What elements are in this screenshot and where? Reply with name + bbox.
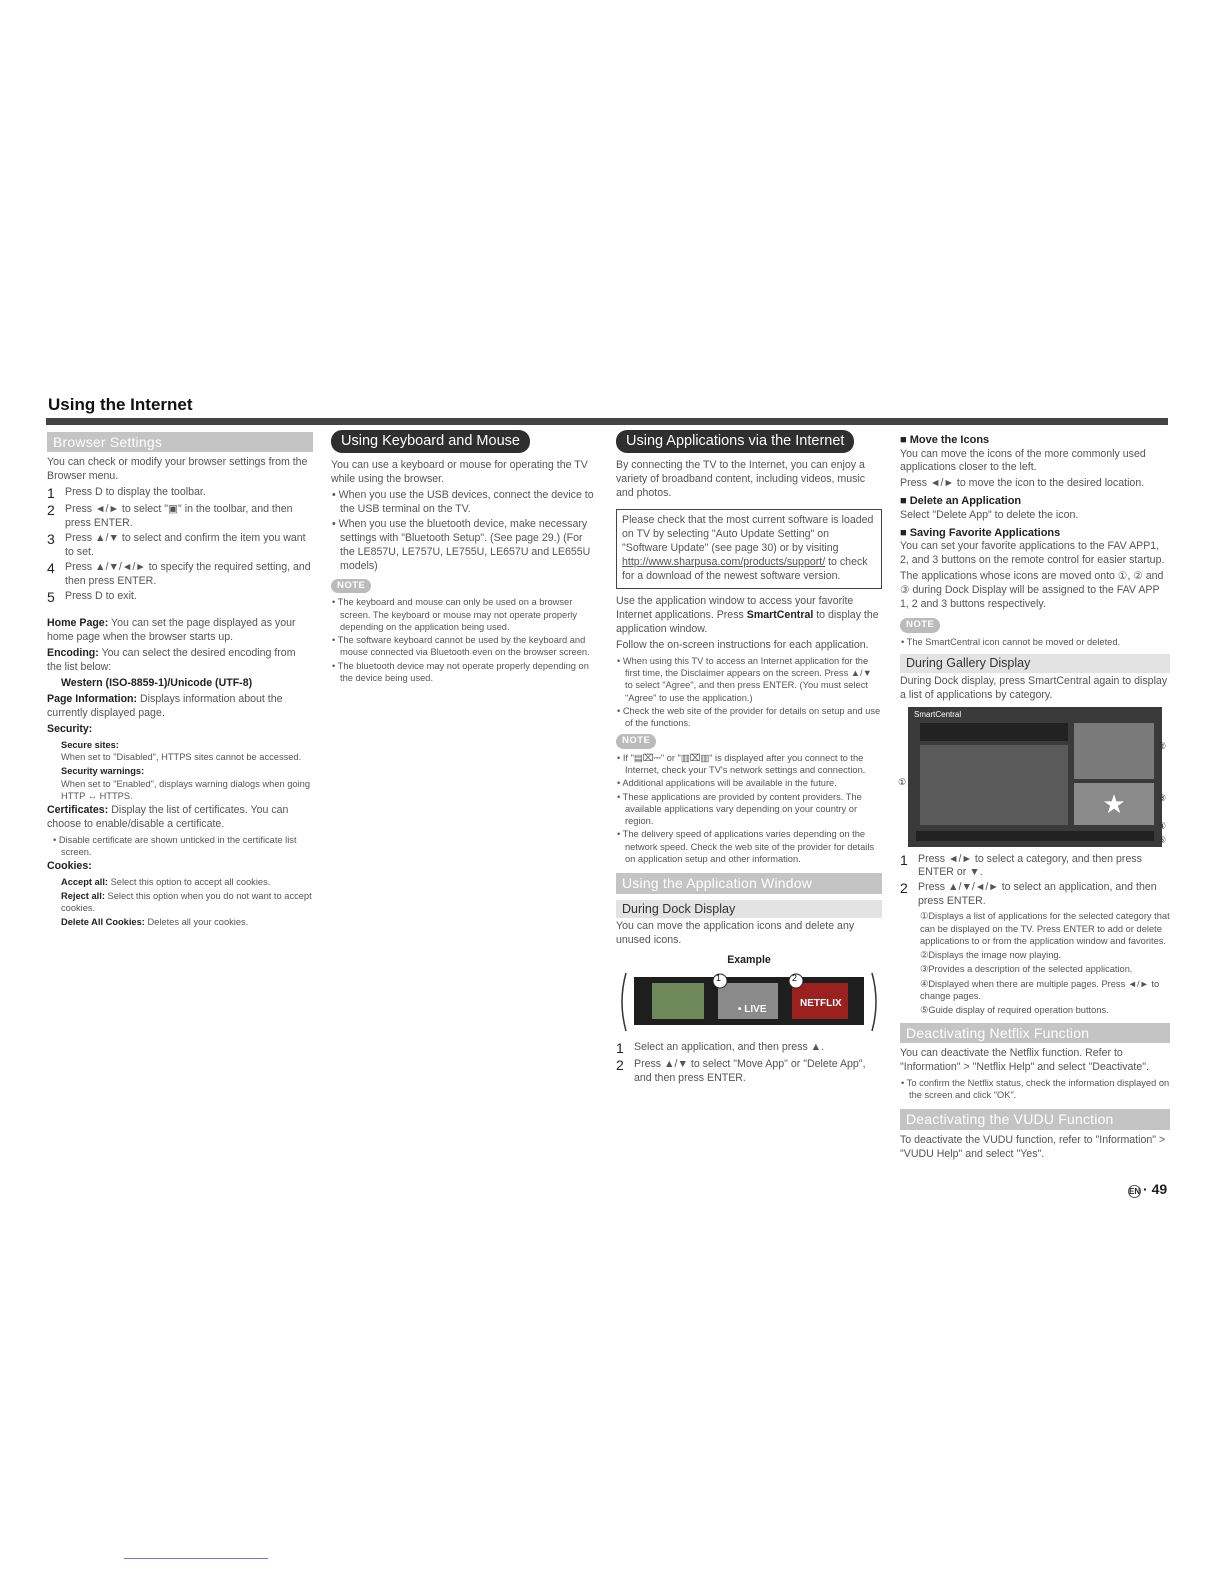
browser-steps bbox=[47, 486, 313, 605]
gallery-sub-item: ①Displays a list of applications for the selected category that can be displayed on the TV. Press ENTER to add or delete applications to or from the application window and favorites. bbox=[920, 911, 1170, 946]
star-icon: ★ bbox=[1074, 783, 1154, 825]
keyboard-mouse-heading: Using Keyboard and Mouse bbox=[331, 430, 530, 453]
note-item: • Additional applications will be available in the future. bbox=[617, 778, 837, 789]
note-item: • If "▤⌧⎓" or "▥⌧▥" is displayed after you connect to the Internet, check your TV's network settings and connection. bbox=[617, 752, 866, 776]
follow-instructions: Follow the on-screen instructions for each application. bbox=[616, 638, 869, 651]
dock-example-image bbox=[620, 971, 878, 1033]
secure-sites-entry: Secure sites: When set to "Disabled", HTTPS sites cannot be accessed. bbox=[61, 739, 302, 763]
delete-cookies-entry: Delete All Cookies: Deletes all your cookies. bbox=[61, 917, 249, 928]
title-rule bbox=[46, 418, 1168, 425]
page-number-footer: EN · 49 bbox=[1129, 1181, 1168, 1197]
column-manage bbox=[900, 430, 1170, 1164]
certificates-bullet: • Disable certificate are shown unticked in the certificate list screen. bbox=[53, 835, 297, 858]
callout-1: 1 bbox=[716, 973, 722, 984]
gallery-screen-image bbox=[898, 707, 1167, 847]
vudu-text: To deactivate the VUDU function, refer to "Information" > "VUDU Help" and select "Yes". bbox=[900, 1133, 1166, 1160]
example-label: Example bbox=[727, 954, 771, 967]
netflix-text: You can deactivate the Netflix function. Refer to "Information" > "Netflix Help" and select "Deactivate". bbox=[900, 1046, 1149, 1073]
reject-all-entry: Reject all: Select this option when you do not want to accept cookies. bbox=[61, 890, 312, 914]
step-item: 2 Press ▲/▼ to select "Move App" or "Delete App", and then press ENTER. bbox=[616, 1056, 866, 1084]
en-mark: EN bbox=[1129, 1187, 1141, 1196]
dock-tile-image bbox=[652, 983, 704, 1019]
note-item: • The delivery speed of applications varies depending on the network speed. Check the web site of the provider for details on application setup and other information. bbox=[617, 829, 875, 864]
favorites-text: The applications whose icons are moved onto ①, ② and ③ during Dock Display will be assigned to the FAV APP 1, 2 and 3 buttons respectively. bbox=[900, 570, 1164, 611]
callout-1: ① bbox=[898, 776, 907, 787]
dock-steps bbox=[616, 1041, 882, 1085]
software-notice-box: Please check that the most current software is loaded on TV by selecting "Auto Update Setting" on "Software Update" (see page 30) or by visiting http://www.sharpusa.com/products/support/ to check for a download of the newest software version. bbox=[616, 509, 882, 589]
column-applications bbox=[616, 430, 882, 1086]
note-item: • The software keyboard cannot be used by the keyboard and mouse connected via Bluetooth even on the browser screen. bbox=[332, 635, 590, 658]
app-grid bbox=[920, 745, 1068, 825]
step-item: 1 Press D to display the toolbar. bbox=[47, 485, 206, 502]
callout-3: ③ bbox=[1158, 792, 1167, 803]
app-window-heading: Using the Application Window bbox=[616, 873, 882, 893]
note-badge: NOTE bbox=[331, 579, 371, 594]
page-title: Using the Internet bbox=[48, 395, 193, 414]
keyboard-bullet: • When you use the USB devices, connect the device to the USB terminal on the TV. bbox=[332, 489, 594, 516]
callout-5: ⑤ bbox=[1158, 834, 1167, 845]
page-number: 49 bbox=[1151, 1181, 1168, 1197]
netflix-heading: Deactivating Netflix Function bbox=[900, 1023, 1170, 1043]
keyboard-bullet: • When you use the bluetooth device, make necessary settings with "Bluetooth Setup". (See page 29.) (For the LE857U, LE757U, LE755U, LE657U and LE655U models) bbox=[332, 518, 591, 572]
page-info-entry: Page Information: Displays information about the currently displayed page. bbox=[47, 692, 283, 719]
step-item: 4 Press ▲/▼/◄/► to specify the required setting, and then press ENTER. bbox=[47, 559, 311, 587]
cookies-entry: Cookies: bbox=[47, 859, 92, 872]
note-item: • These applications are provided by content providers. The available applications vary depending on your country or region. bbox=[617, 791, 862, 827]
step-item: 5 Press D to exit. bbox=[47, 588, 137, 605]
security-warnings-entry: Security warnings: When set to "Enabled", displays warning dialogs when going HTTP ↔ HTTPS. bbox=[61, 766, 310, 801]
netflix-label: NETFLIX bbox=[800, 998, 842, 1010]
gallery-text: During Dock display, press SmartCentral again to display a list of applications by category. bbox=[900, 674, 1168, 701]
security-entry: Security: bbox=[47, 722, 93, 735]
callout-4: ④ bbox=[1158, 820, 1167, 831]
gallery-sub-item: ②Displays the image now playing. bbox=[920, 950, 1062, 961]
note-item: • The keyboard and mouse can only be used on a browser screen. The keyboard or mouse may not operate properly depending on the application being used. bbox=[332, 597, 578, 632]
column-keyboard-mouse bbox=[331, 430, 597, 685]
step-item: 1 Select an application, and then press ▲. bbox=[616, 1040, 825, 1057]
gallery-sub-item: ③Provides a description of the selected application. bbox=[920, 964, 1133, 975]
move-text: Press ◄/► to move the icon to the desired location. bbox=[900, 477, 1145, 490]
column-browser-settings bbox=[47, 430, 313, 931]
screen-title: SmartCentral bbox=[914, 709, 962, 719]
browser-settings-heading: Browser Settings bbox=[47, 432, 313, 452]
encoding-value: Western (ISO-8859-1)/Unicode (UTF-8) bbox=[61, 676, 253, 689]
gallery-sub-item: ⑤Guide display of required operation buttons. bbox=[920, 1005, 1109, 1016]
gallery-steps bbox=[900, 853, 1170, 910]
app-bullet: • Check the web site of the provider for details on setup and use of the functions. bbox=[617, 705, 881, 729]
now-playing-image bbox=[1074, 723, 1154, 779]
vudu-heading: Deactivating the VUDU Function bbox=[900, 1109, 1170, 1129]
guide-bar bbox=[916, 831, 1154, 841]
encoding-entry: Encoding: You can select the desired encoding from the list below: bbox=[47, 646, 296, 673]
step-item: 2 Press ▲/▼/◄/► to select an application, and then press ENTER. bbox=[900, 880, 1157, 908]
note-item: • The bluetooth device may not operate properly depending on the device being used. bbox=[332, 660, 589, 683]
footer-link-line bbox=[124, 1558, 268, 1559]
favorites-text: You can set your favorite applications to the FAV APP1, 2, and 3 buttons on the remote control for easier startup. bbox=[900, 540, 1165, 567]
callout-2: 2 bbox=[792, 973, 798, 984]
move-text: You can move the icons of the more commonly used applications closer to the left. bbox=[900, 447, 1146, 474]
step-item: 1 Press ◄/► to select a category, and then press ENTER or ▼. bbox=[900, 851, 1142, 879]
applications-intro: By connecting the TV to the Internet, you can enjoy a variety of broadband content, including videos, music and photos. bbox=[616, 459, 866, 500]
category-bar bbox=[920, 723, 1068, 741]
step-item: 2 Press ◄/► to select "▣" in the toolbar, and then press ENTER. bbox=[47, 501, 293, 529]
delete-text: Select "Delete App" to delete the icon. bbox=[900, 508, 1079, 521]
dock-text: You can move the application icons and delete any unused icons. bbox=[616, 920, 855, 947]
live-label: • LIVE bbox=[738, 1004, 767, 1016]
gallery-display-heading: During Gallery Display bbox=[900, 654, 1170, 673]
delete-app-heading: ■ Delete an Application bbox=[900, 495, 1022, 508]
note-item: • The SmartCentral icon cannot be moved or deleted. bbox=[901, 636, 1121, 647]
move-icons-heading: ■ Move the Icons bbox=[900, 434, 990, 446]
keyboard-intro: You can use a keyboard or mouse for operating the TV while using the browser. bbox=[331, 459, 588, 486]
callout-2: ② bbox=[1158, 740, 1167, 751]
gallery-sub-item: ④Displayed when there are multiple pages. Press ◄/► to change pages. bbox=[920, 978, 1160, 1001]
note-badge: NOTE bbox=[900, 618, 940, 633]
accept-all-entry: Accept all: Select this option to accept all cookies. bbox=[61, 876, 271, 887]
app-bullet: • When using this TV to access an Internet application for the first time, the Disclaimer appears on the screen. Press ▲/▼ to select "Agree", and then press ENTER. (You must select "Agree" to use the application.) bbox=[617, 655, 872, 703]
browser-intro: You can check or modify your browser settings from the Browser menu. bbox=[47, 456, 308, 483]
netflix-bullet: • To confirm the Netflix status, check the information displayed on the screen and click "OK". bbox=[901, 1077, 1170, 1101]
applications-heading: Using Applications via the Internet bbox=[616, 430, 854, 453]
saving-favorites-heading: ■ Saving Favorite Applications bbox=[900, 526, 1061, 539]
certificates-entry: Certificates: Display the list of certificates. You can choose to enable/disable a certificate. bbox=[47, 804, 289, 831]
support-link[interactable]: http://www.sharpusa.com/products/support/ bbox=[622, 555, 826, 568]
step-item: 3 Press ▲/▼ to select and confirm the item you want to set. bbox=[47, 530, 306, 558]
app-window-para: Use the application window to access your favorite Internet applications. Press SmartCentral to display the application window. bbox=[616, 594, 879, 635]
dock-display-heading: During Dock Display bbox=[616, 900, 882, 919]
home-page-entry: Home Page: You can set the page displayed as your home page when the browser starts up. bbox=[47, 617, 296, 643]
note-badge: NOTE bbox=[616, 734, 656, 749]
